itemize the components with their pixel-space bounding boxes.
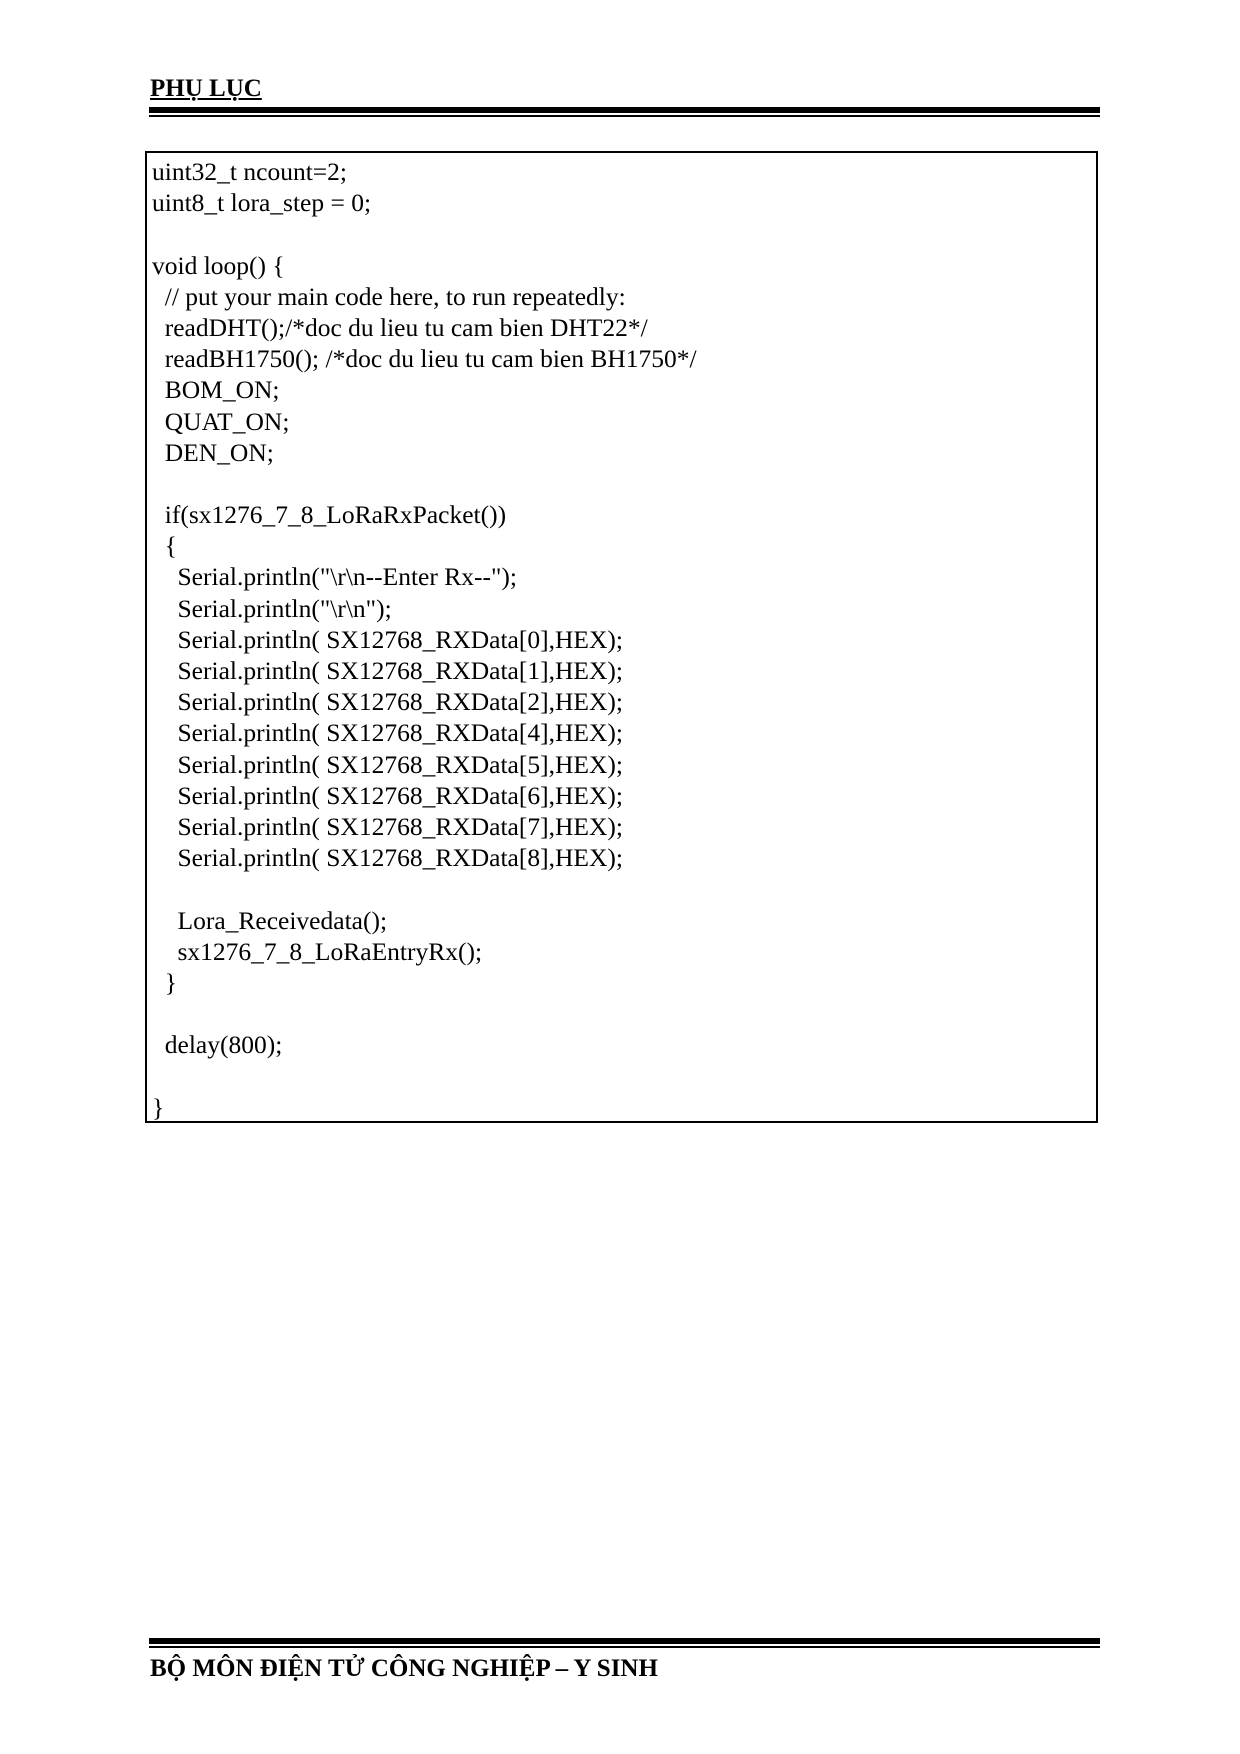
code-line: Serial.println( SX12768_RXData[2],HEX); <box>152 687 623 717</box>
header-rule-thin <box>149 115 1100 117</box>
footer-rule-thick <box>149 1638 1100 1644</box>
code-listing-box <box>145 151 1098 1123</box>
code-line: readDHT();/*doc du lieu tu cam bien DHT22*/ <box>152 312 648 342</box>
code-line: Serial.println( SX12768_RXData[4],HEX); <box>152 718 623 748</box>
footer-title: BỘ MÔN ĐIỆN TỬ CÔNG NGHIỆP – Y SINH <box>150 1655 658 1682</box>
code-line: delay(800); <box>152 1030 283 1060</box>
code-line: sx1276_7_8_LoRaEntryRx(); <box>152 936 483 966</box>
code-line: uint32_t ncount=2; <box>152 157 347 186</box>
code-line: BOM_ON; <box>152 375 280 405</box>
code-line: Serial.println( SX12768_RXData[0],HEX); <box>152 624 623 654</box>
code-line: DEN_ON; <box>152 437 274 467</box>
header-title: PHỤ LỤC <box>150 75 262 102</box>
code-line <box>152 998 697 1029</box>
code-line: Serial.println( SX12768_RXData[5],HEX); <box>152 749 623 779</box>
code-line: } <box>152 967 177 997</box>
code-line: Serial.println( SX12768_RXData[7],HEX); <box>152 811 623 841</box>
code-line: uint8_t lora_step = 0; <box>152 188 372 218</box>
code-line <box>152 468 697 499</box>
code-line: readBH1750(); /*doc du lieu tu cam bien BH1750*/ <box>152 344 697 374</box>
code-line: Serial.println( SX12768_RXData[8],HEX); <box>152 843 623 873</box>
code-line <box>152 1060 697 1091</box>
code-line: { <box>152 531 177 561</box>
code-line: if(sx1276_7_8_LoRaRxPacket()) <box>152 500 507 530</box>
code-line: QUAT_ON; <box>152 406 290 436</box>
header-rule-thick <box>149 107 1100 113</box>
code-line: Serial.println("\r\n--Enter Rx--"); <box>152 562 517 592</box>
code-line: // put your main code here, to run repeatedly: <box>152 281 626 311</box>
code-line <box>152 218 697 249</box>
code-line: Serial.println( SX12768_RXData[6],HEX); <box>152 780 623 810</box>
code-line: void loop() { <box>152 250 285 280</box>
code-lines <box>152 156 697 1123</box>
code-line: Serial.println("\r\n"); <box>152 593 392 623</box>
code-line: } <box>152 1092 165 1122</box>
footer-rule-thin <box>149 1646 1100 1648</box>
code-line <box>152 873 697 904</box>
code-line: Serial.println( SX12768_RXData[1],HEX); <box>152 656 623 685</box>
code-line: Lora_Receivedata(); <box>152 905 388 935</box>
